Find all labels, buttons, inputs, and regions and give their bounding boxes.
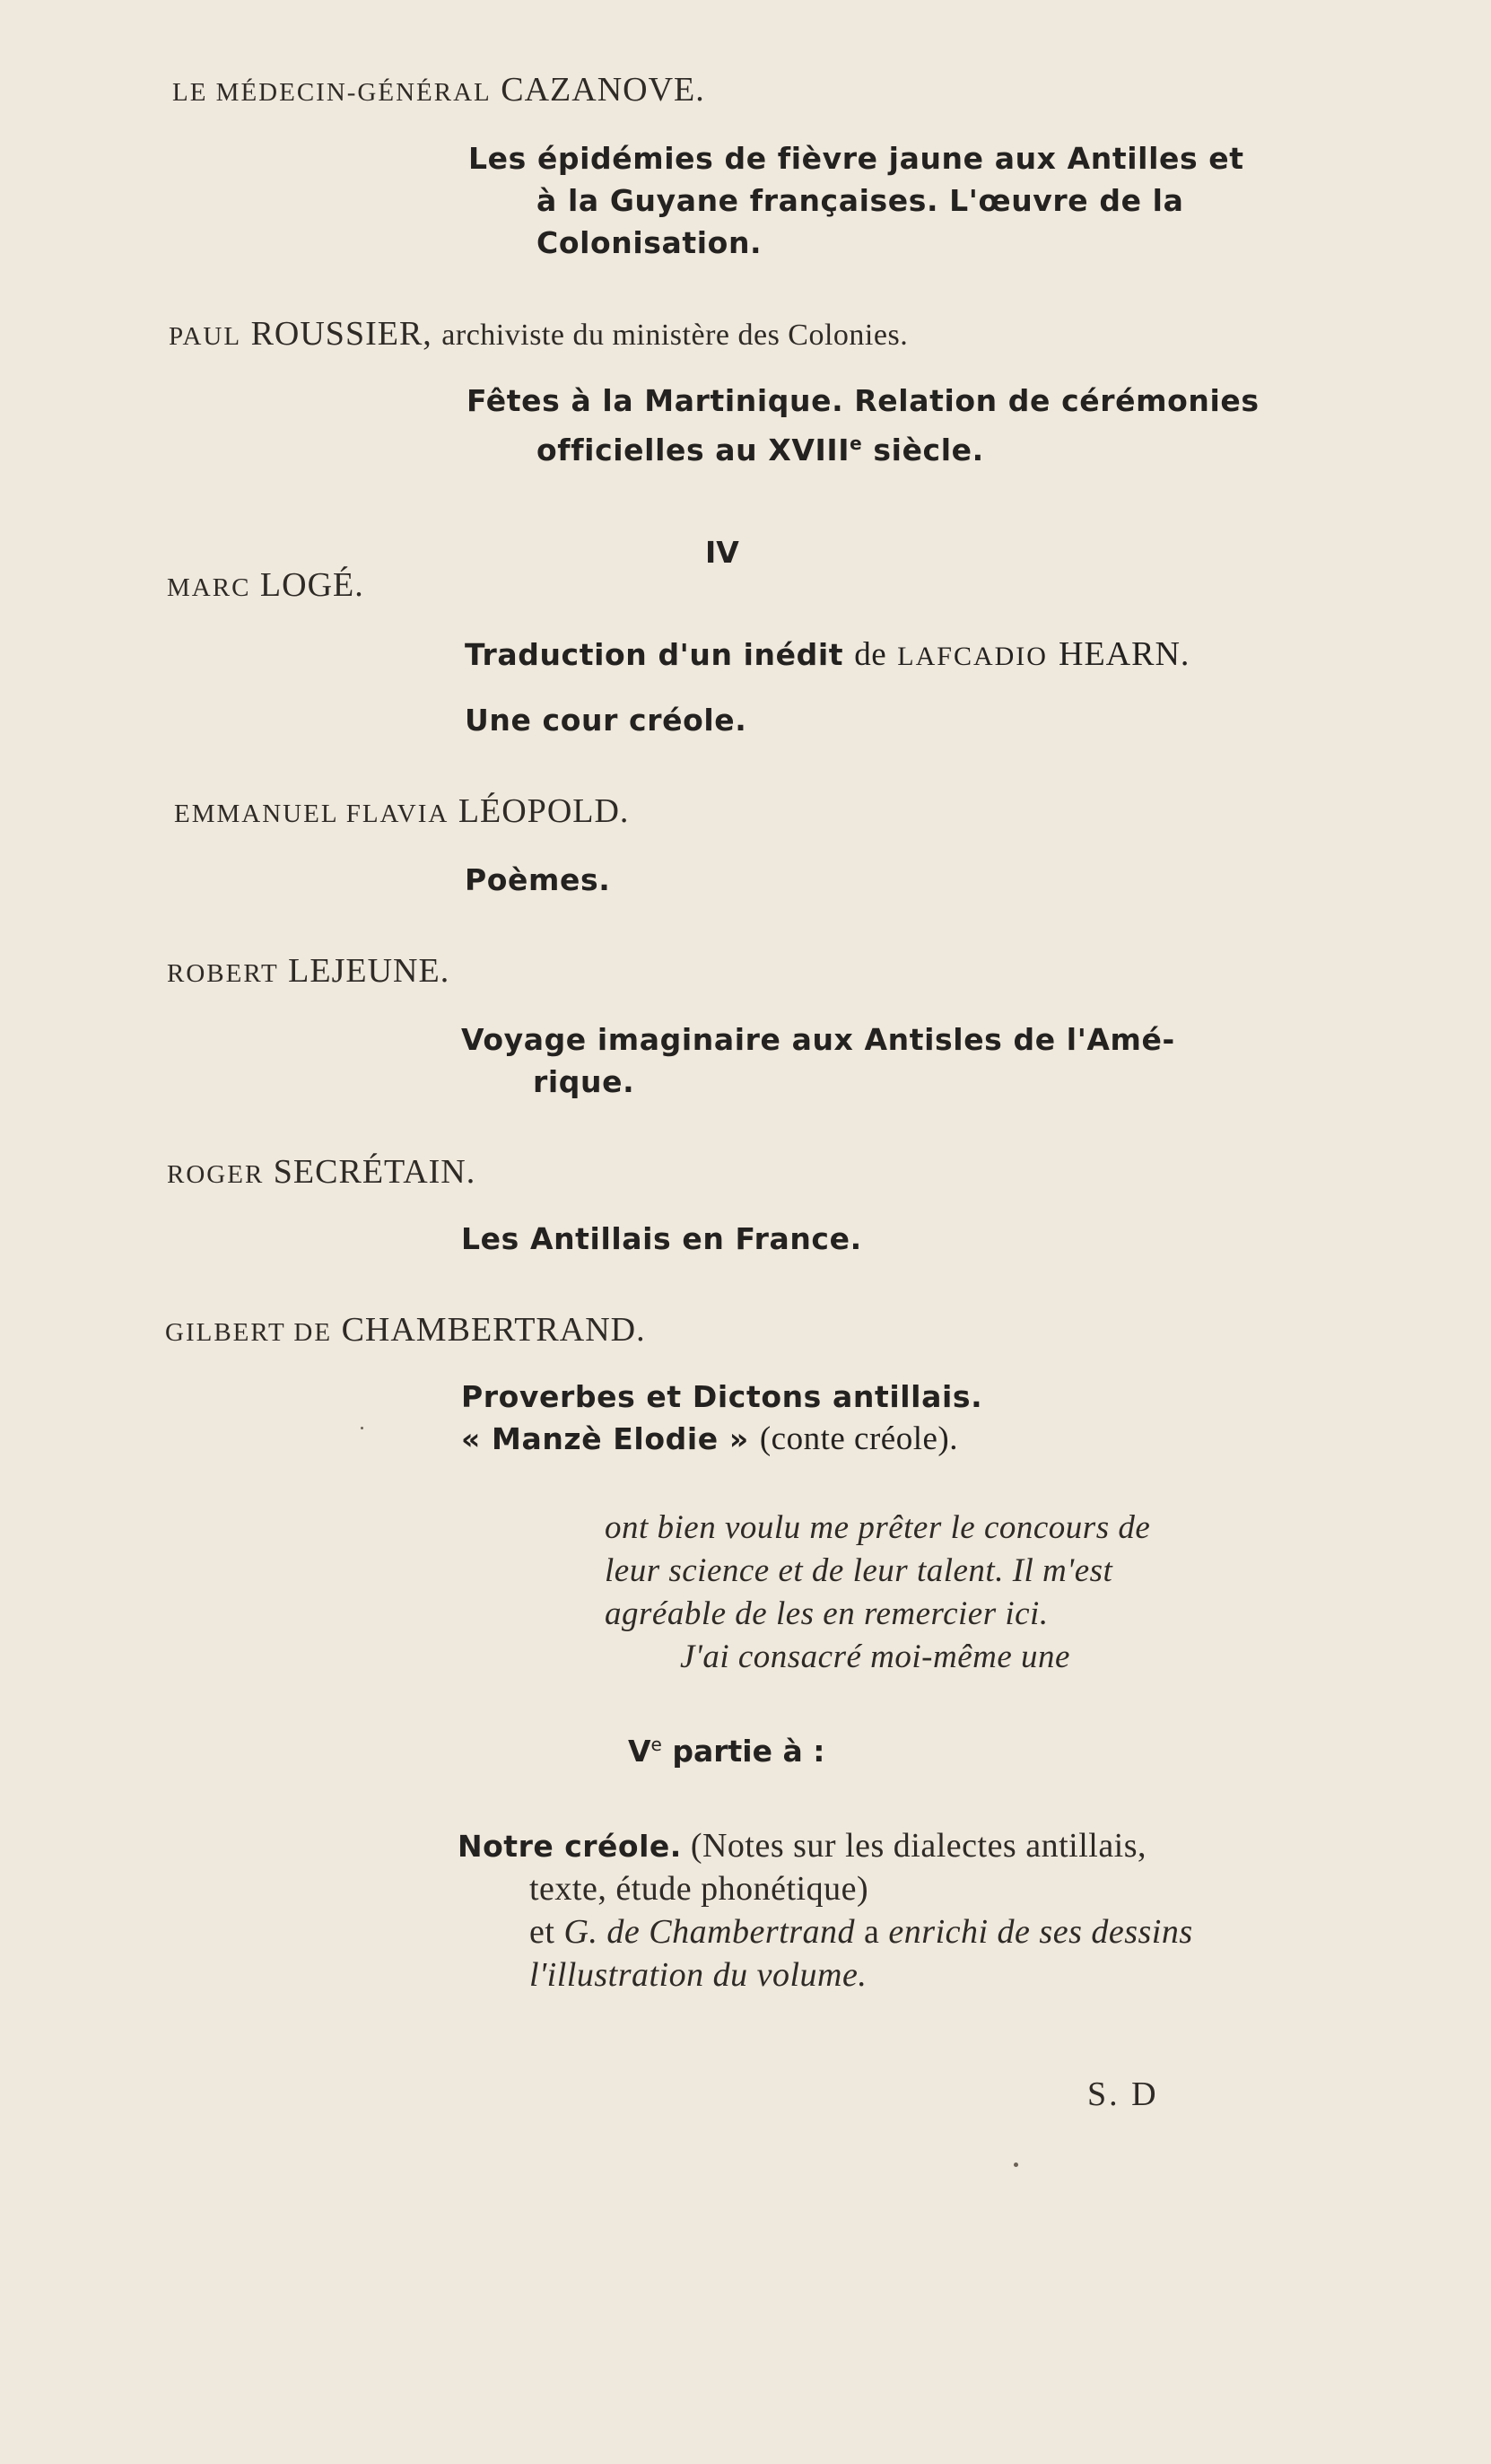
author-prefix: GILBERT DE — [165, 1318, 333, 1347]
work-line: Poèmes. — [465, 862, 611, 897]
part-sup: e — [650, 1734, 662, 1755]
work-line: Les Antillais en France. — [461, 1221, 862, 1256]
work-line: Proverbes et Dictons antillais. — [461, 1379, 983, 1414]
work-line: Une cour créole. — [465, 703, 747, 738]
work-line: à la Guyane françaises. L'œuvre de la — [536, 183, 1184, 218]
author-name: ROUSSIER, — [250, 315, 432, 353]
part-text: partie à : — [672, 1734, 825, 1769]
acknowledgement-line: agréable de les en remercier ici. — [605, 1595, 1049, 1632]
signature: S. D — [1087, 2075, 1159, 2113]
printing-speck — [361, 1427, 363, 1429]
work-line — [465, 633, 1190, 677]
work-author-name: HEARN. — [1059, 635, 1190, 673]
notre-text: (Notes sur les dialectes antillais, — [690, 1827, 1147, 1865]
author-prefix: MARC — [167, 573, 251, 602]
notre-title: Notre créole. — [458, 1829, 682, 1864]
work-line — [461, 1419, 958, 1460]
notre-text: et — [529, 1913, 555, 1951]
author-leopold — [174, 791, 629, 831]
notre-line-3 — [529, 1911, 1193, 1953]
work-text: « Manzè Elodie » — [461, 1421, 749, 1456]
author-name: LÉOPOLD. — [458, 792, 630, 830]
work-text: (conte créole). — [759, 1420, 958, 1457]
work-line: rique. — [533, 1064, 635, 1099]
author-prefix: ROGER — [167, 1160, 265, 1189]
notre-text-italic: l'illustration du volume. — [529, 1956, 868, 1994]
author-name: SECRÉTAIN. — [273, 1153, 476, 1191]
author-cazanove — [172, 70, 705, 109]
work-author-prefix: LAFCADIO — [897, 642, 1048, 671]
author-lejeune — [167, 951, 449, 991]
work-text: Traduction d'un inédit — [465, 637, 844, 672]
author-name: LEJEUNE. — [288, 952, 450, 990]
notre-line-4 — [529, 1954, 867, 1997]
author-prefix: LE MÉDECIN-GÉNÉRAL — [172, 78, 492, 107]
author-prefix: PAUL — [169, 322, 242, 351]
work-line: Voyage imaginaire aux Antisles de l'Amé- — [461, 1022, 1175, 1057]
acknowledgement-line: J'ai consacré moi-même une — [680, 1638, 1070, 1675]
author-roussier — [169, 314, 908, 354]
acknowledgement-line: leur science et de leur talent. Il m'est — [605, 1552, 1113, 1589]
notre-text-italic: enrichi de ses dessins — [888, 1913, 1193, 1951]
acknowledgement-line: ont bien voulu me prêter le concours de — [605, 1509, 1151, 1546]
printing-speck — [1014, 2163, 1018, 2167]
work-line: Les épidémies de fièvre jaune aux Antilles et — [468, 141, 1244, 176]
superscript: e — [850, 433, 863, 454]
author-name: CHAMBERTRAND. — [341, 1311, 646, 1349]
author-name: LOGÉ. — [259, 566, 364, 604]
author-prefix: ROBERT — [167, 959, 279, 988]
part-numeral: V — [628, 1734, 651, 1769]
part-heading — [628, 1734, 824, 1769]
work-text: officielles au XVIII — [536, 433, 850, 467]
work-text: de — [854, 636, 887, 673]
notre-illustrator: G. de Chambertrand — [563, 1913, 856, 1951]
notre-line-2: texte, étude phonétique) — [529, 1870, 869, 1908]
work-text: siècle. — [873, 433, 984, 467]
author-name: CAZANOVE. — [501, 71, 705, 109]
work-line: Colonisation. — [536, 225, 763, 260]
notre-line-1 — [458, 1825, 1147, 1867]
author-prefix: EMMANUEL FLAVIA — [174, 799, 449, 828]
author-rest: archiviste du ministère des Colonies. — [441, 319, 909, 352]
notre-text: a — [864, 1913, 880, 1951]
author-loge — [167, 565, 364, 605]
author-secretain — [167, 1152, 475, 1192]
work-line: Fêtes à la Martinique. Relation de cérémonies — [466, 383, 1260, 418]
work-line — [536, 423, 984, 471]
section-number: IV — [705, 535, 739, 570]
author-chambertrand — [165, 1310, 646, 1350]
